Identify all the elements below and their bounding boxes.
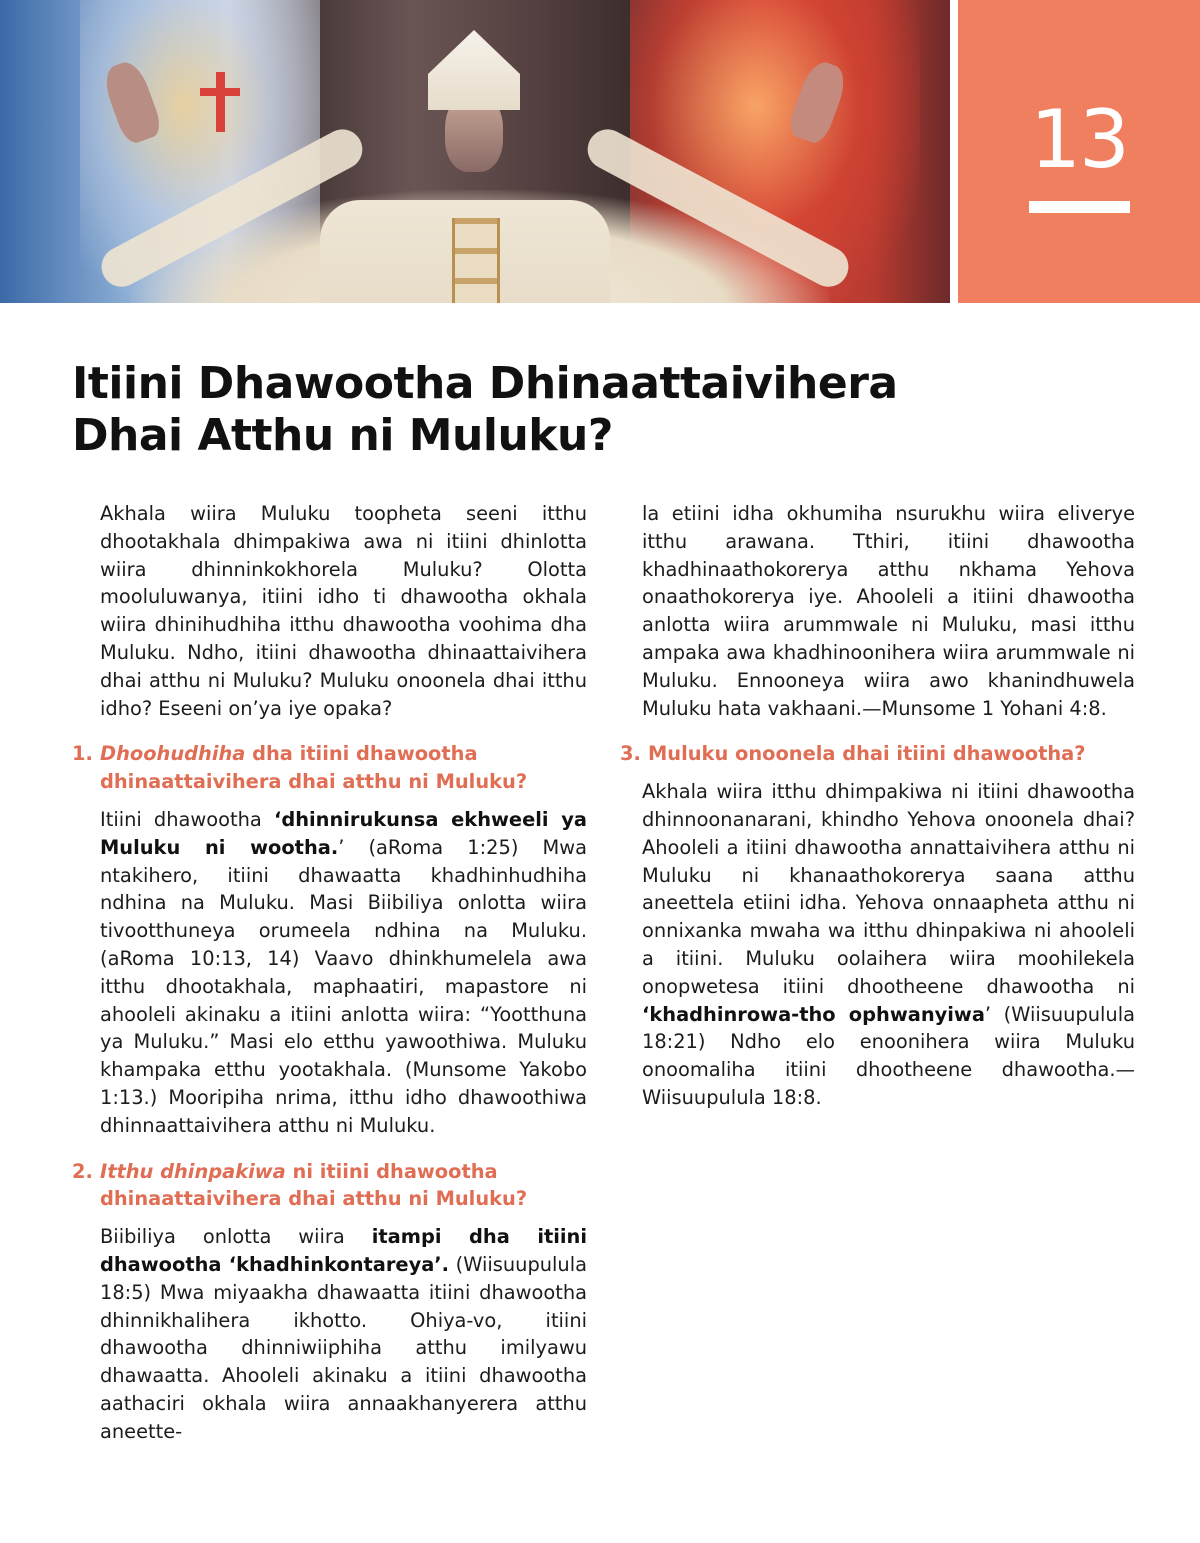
question-text: Muluku onoonela dhai itiini dhawootha? bbox=[648, 742, 1086, 766]
question-number: 2. bbox=[72, 1159, 93, 1183]
embroidered-stole bbox=[452, 218, 500, 303]
chapter-number: 13 bbox=[1030, 93, 1128, 186]
question-text: dha itiini dhawootha dhinaattaivihera dhai atthu ni Muluku? bbox=[100, 742, 528, 794]
question-emphasis: Dhoohudhiha bbox=[100, 742, 246, 766]
question-number: 3. bbox=[620, 742, 641, 766]
answer-paragraph-3 bbox=[642, 778, 1135, 1112]
question-heading-3 bbox=[620, 740, 1135, 768]
question-heading-2 bbox=[72, 1158, 587, 1214]
answer-text: Biibiliya onlotta wiira bbox=[100, 1225, 372, 1249]
answer-text: Akhala wiira itthu dhimpakiwa ni itiini dhawootha dhinnoonanarani, khindho Yehova onoonela dhai? Ahooleli a itiini dhawootha annattaivihera atthu ni Muluku ni khanaathokorerya saana atthu aneettela etiini idha. Yehova onnaapheta atthu ni onnixanka mwaha wa itthu dhinpakiwa ni ahooleli a itiini. Muluku oolaihera wiira moohilekela onopwetesa itiini dhootheene dhawootha ni bbox=[642, 780, 1135, 998]
left-column bbox=[72, 500, 587, 1464]
chapter-underline bbox=[1029, 201, 1130, 213]
question-number: 1. bbox=[72, 742, 93, 766]
cross-icon bbox=[216, 72, 225, 132]
question-heading-1 bbox=[72, 740, 587, 796]
answer-text: Itiini dhawootha bbox=[100, 807, 274, 831]
title-line-1: Itiini Dhawootha Dhinaattaivihera bbox=[72, 358, 898, 409]
right-column bbox=[620, 500, 1135, 1130]
answer-text: (Wiisuupulula 18:5) Mwa miyaakha dhawaatta itiini dhawootha dhinnikhalihera ikhotto. Ohiya-vo, itiini dhawootha dhinniwiiphiha atthu imilyawu dhawaatta. Ahooleli akinaku a itiini dhawootha aathaciri okhala wiira annaakhanyerera atthu aneette- bbox=[100, 1252, 587, 1443]
answer-paragraph-2-continued: la etiini idha okhumiha nsurukhu wiira eliverye itthu arawana. Tthiri, itiini dhawootha khadhinaathokorerya atthu nkhama Yehova onaathokorerya iye. Ahooleli a itiini dhawootha anlotta wiira arummwale ni Muluku, masi itthu ampaka awa khadhinoonihera wiira arummwale ni Muluku. Ennooneya wiira awo khanindhuwela Muluku hata vakhaani.—Munsome 1 Yohani 4:8. bbox=[642, 502, 1135, 720]
answer-bold-text: itampi dha itiini dhawootha ‘khadhinkontareya’. bbox=[100, 1225, 587, 1276]
answer-paragraph-1 bbox=[100, 806, 587, 1140]
question-emphasis: Itthu dhinpakiwa bbox=[100, 1159, 286, 1183]
answer-text: ’ (aRoma 1:25) Mwa ntakihero, itiini dhawaatta khadhinhudhiha ndhina na Muluku. Masi Biibiliya onlotta wiira tivootthuneya orumeela ndhina na Muluku. (aRoma 10:13, 14) Vaavo dhinkhumelela awa itthu dhootakhala, maphaatiri, mapastore ni ahooleli akinaku a itiini anlotta wiira: “Yootthuna ya Muluku.” Masi elo etthu yawoothiwa. Muluku khampaka etthu yootakhala. (Munsome Yakobo 1:13.) Mooripiha nrima, itthu idho dhawoothiwa dhinnaattaivihera atthu ni Muluku. bbox=[100, 835, 587, 1137]
header-divider bbox=[950, 0, 958, 303]
answer-bold-text: ‘khadhinrowa-tho ophwanyiwa bbox=[642, 1002, 985, 1026]
page-title bbox=[72, 358, 972, 462]
title-line-2: Dhai Atthu ni Muluku? bbox=[72, 410, 613, 461]
question-text: ni itiini dhawootha dhinaattaivihera dhai atthu ni Muluku? bbox=[100, 1159, 528, 1211]
chapter-badge bbox=[958, 0, 1200, 303]
answer-text: ’ (Wiisuupulula 18:21) Ndho elo enoonihera wiira Muluku onoomaliha itiini dhootheene dhawootha.—Wiisuupulula 18:8. bbox=[642, 1002, 1135, 1109]
answer-paragraph-2 bbox=[100, 1223, 587, 1445]
answer-bold-text: ‘dhinnirukunsa ekhweeli ya Muluku ni wootha. bbox=[100, 807, 587, 859]
header-photo bbox=[0, 0, 950, 303]
cross-icon-bar bbox=[200, 88, 240, 96]
intro-paragraph: Akhala wiira Muluku toopheta seeni itthu dhootakhala dhimpakiwa awa ni itiini dhinlotta wiira dhinninkokhorela Muluku? Olotta mooluluwanya, itiini idho ti dhawootha okhala wiira dhinihudhiha itthu dhawootha voohima dha Muluku. Ndho, itiini dhawootha dhinaattaivihera dhai atthu ni Muluku? Muluku onoonela dhai itthu idho? Eseeni on’ya iye opaka? bbox=[100, 502, 587, 720]
